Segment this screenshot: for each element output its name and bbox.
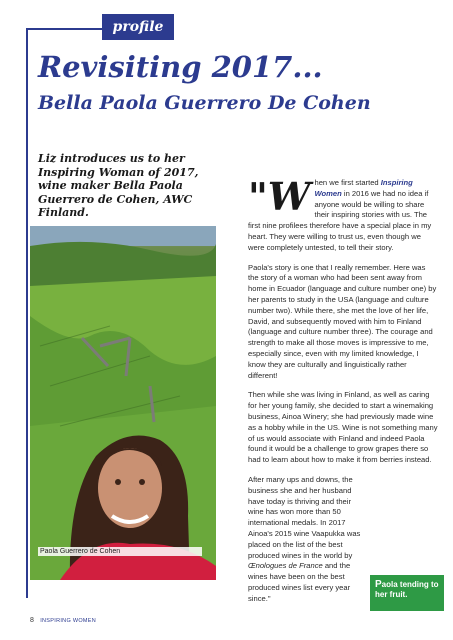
profile-photo xyxy=(30,226,216,580)
page-footer xyxy=(30,617,96,624)
page-number: 8 xyxy=(30,617,35,624)
article-paragraph-1 xyxy=(248,174,438,254)
paragraph-1-text-b: in 2016 we had no idea if anyone would be willing to share their inspiring stories with us. The first nine profilees therefore have a special place in my heart. They were willing to trust us, even though we were completely untested, to tell their story. xyxy=(248,188,432,252)
pullquote-cap: P xyxy=(375,579,382,590)
frame-rule-top xyxy=(26,28,102,30)
pullquote-box xyxy=(370,575,444,611)
paragraph-4-text-b: and the wines have been on the best produced wines list every year since." xyxy=(248,561,351,603)
paragraph-4-italic: Œnologues de France xyxy=(248,561,323,571)
intro-text: Liz introduces us to her Inspiring Woman of 2017, wine maker Bella Paola Guerrero de Cohen, AWC Finland. xyxy=(38,152,199,219)
page-subtitle: Bella Paola Guerrero De Cohen xyxy=(38,92,371,114)
paragraph-1-text-a: hen we first started xyxy=(314,178,381,187)
photo-illustration xyxy=(30,226,216,580)
page-title: Revisiting 2017... xyxy=(38,50,323,84)
article-paragraph-4 xyxy=(248,475,366,605)
photo-caption: Paola Guerrero de Cohen xyxy=(38,547,202,556)
article-body xyxy=(248,174,438,613)
article-paragraph-2: Paola's story is one that I really remember. Here was the story of a woman who had been sent away from home in Ecuador (language and culture number one) by her parents to study in the USA (language and culture number two). While there, she met the love of her life, David, and subsequently moved with him to Finland (language and culture number three). The courage and strength to make all those moves is impressive to me, especially since, even with my limited knowledge, I know they are culturally and linguistically rather different! xyxy=(248,262,437,380)
pullquote-text: aola tending to her fruit. xyxy=(375,580,439,599)
frame-rule-left xyxy=(26,28,28,598)
publication-highlight: Inspiring Women xyxy=(314,178,413,198)
footer-publication: INSPIRING WOMEN xyxy=(40,618,97,624)
section-tag: profile xyxy=(102,14,174,40)
paragraph-4-text-a: After many ups and downs, the business she and her husband have today is thriving and their wine has won more than 50 international medals. In 2017 Ainoa's 2015 wine Vaapukka was placed on the list of the best produced wines in the world by xyxy=(248,474,361,560)
dropcap: "W xyxy=(248,174,311,219)
article-paragraph-3: Then while she was living in Finland, as well as caring for her young family, she decided to start a winemaking business, Ainoa Winery; she had previously made wine as a hobby while in the US. Wine is not something many of us would associate with Finland and indeed Paola found it would be a challenge to grow grapes there so had to learn about how to make it from berries instead. xyxy=(248,390,438,465)
